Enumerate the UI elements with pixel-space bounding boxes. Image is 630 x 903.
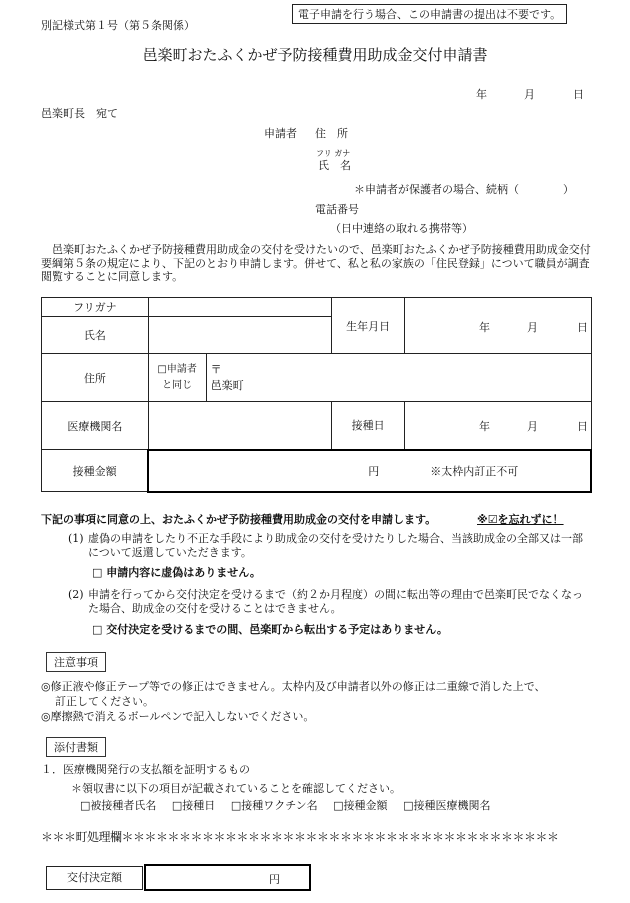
notes-title: 注意事項 — [46, 652, 106, 672]
check-recipient-name[interactable]: □被接種者氏名 — [80, 799, 157, 812]
name-header: 氏名 — [42, 317, 149, 354]
addressee: 邑楽町長 宛て — [41, 107, 118, 120]
furigana-field[interactable] — [148, 298, 331, 317]
name-field[interactable] — [148, 317, 331, 354]
birthdate-label: 生年月日 — [332, 298, 405, 354]
same-as-line2: と同じ — [162, 379, 193, 391]
receipt-checklist — [80, 797, 490, 813]
address-header: 住所 — [42, 354, 149, 402]
check-vacc-date[interactable]: □接種日 — [171, 799, 216, 812]
vacc-date-label: 接種日 — [332, 402, 405, 450]
clinic-header: 医療機関名 — [42, 402, 149, 450]
furigana-header: フリガナ — [42, 298, 149, 317]
date-month: 月 — [524, 88, 535, 101]
amount-header: 接種金額 — [42, 450, 149, 492]
address-label: 住 所 — [315, 127, 348, 140]
birth-month-unit: 月 — [527, 321, 539, 334]
guardian-note: ＊申請者が保護者の場合、続柄（ ） — [354, 183, 574, 196]
no-correction-note: ※太枠内訂正不可 — [430, 464, 519, 478]
vacc-date-field[interactable] — [405, 402, 591, 450]
check-amount[interactable]: □接種金額 — [333, 799, 388, 812]
attachments-title: 添付書類 — [46, 737, 106, 757]
no-falsehood-checkbox[interactable]: □ 申請内容に虚偽はありません。 — [92, 566, 261, 579]
intro-paragraph: 邑楽町おたふくかぜ予防接種費用助成金の交付を受けたいので、邑楽町おたふくかぜ予防接種費用助成金交付要綱第５条の規定により、下記のとおり申請します。併せて、私と私の家族の「住民登録」について職員が調査閲覧することに同意します。 — [41, 243, 591, 283]
application-table — [41, 297, 592, 493]
date-year: 年 — [476, 88, 487, 101]
decision-amount-label: 交付決定額 — [46, 866, 143, 890]
consent-item2-number: (2) — [68, 588, 84, 601]
vacc-day-unit: 日 — [577, 420, 589, 434]
amount-field[interactable] — [148, 450, 591, 492]
birth-year-unit: 年 — [479, 321, 491, 334]
consent-heading: 下記の事項に同意の上、おたふくかぜ予防接種費用助成金の交付を申請します。 — [41, 513, 437, 526]
consent-item1-text: 虚偽の申請をしたり不正な手段により助成金の交付を受けたりした場合、当該助成金の全部又は一部について返還していただきます。 — [88, 532, 583, 559]
no-move-out-checkbox[interactable]: □ 交付決定を受けるまでの間、邑楽町から転出する予定はありません。 — [92, 623, 448, 636]
postal-mark: 〒 — [210, 362, 222, 376]
notes-line1: ◎修正液や修正テープ等での修正はできません。太枠内及び申請者以外の修正は二重線で消した上で、 — [41, 680, 546, 693]
vacc-month-unit: 月 — [527, 420, 539, 434]
receipt-note: ＊領収書に以下の項目が記載されていることを確認してください。 — [71, 782, 401, 795]
same-as-applicant-checkbox[interactable] — [148, 354, 206, 402]
consent-item1-number: (1) — [68, 532, 84, 545]
decision-amount-field[interactable] — [144, 864, 311, 891]
phone-label: 電話番号 — [315, 203, 359, 216]
date-day: 日 — [573, 88, 584, 101]
check-clinic-name[interactable]: □接種医療機関名 — [403, 799, 491, 812]
electronic-notice: 電子申請を行う場合、この申請書の提出は不要です。 — [292, 4, 567, 24]
vacc-year-unit: 年 — [479, 420, 491, 434]
office-use-divider: ＊＊＊町処理欄＊＊＊＊＊＊＊＊＊＊＊＊＊＊＊＊＊＊＊＊＊＊＊＊＊＊＊＊＊＊＊＊＊＊＊＊＊＊ — [41, 830, 559, 844]
clinic-field[interactable] — [148, 402, 331, 450]
checkbox-reminder: ※☑を忘れずに！ — [477, 513, 564, 526]
decision-yen: 円 — [269, 873, 280, 886]
notes-line2: ◎摩擦熱で消えるボールペンで記入しないでください。 — [41, 710, 315, 723]
birth-day-unit: 日 — [577, 321, 589, 334]
birthdate-field[interactable] — [405, 298, 591, 354]
form-id: 別記様式第１号（第５条関係） — [41, 19, 195, 32]
consent-item2-text: 申請を行ってから交付決定を受けるまで（約２か月程度）の間に転出等の理由で邑楽町民でなくなった場合、助成金の交付を受けることはできません。 — [88, 588, 583, 615]
page-title: 邑楽町おたふくかぜ予防接種費用助成金交付申請書 — [142, 46, 488, 64]
name-label: 氏 名 — [318, 159, 351, 172]
attachment-item1: １．医療機関発行の支払額を証明するもの — [41, 763, 250, 776]
phone-note: （日中連絡の取れる携帯等） — [330, 222, 473, 235]
notes-line1b: 訂正してください。 — [55, 695, 154, 708]
address-field[interactable] — [206, 354, 591, 402]
check-vaccine-name[interactable]: □接種ワクチン名 — [230, 799, 318, 812]
town-name: 邑楽町 — [210, 378, 244, 392]
furigana-label: フリ ガナ — [316, 149, 351, 158]
applicant-role: 申請者 — [264, 127, 297, 140]
same-as-line1: □申請者 — [157, 363, 197, 375]
amount-yen: 円 — [368, 464, 380, 478]
